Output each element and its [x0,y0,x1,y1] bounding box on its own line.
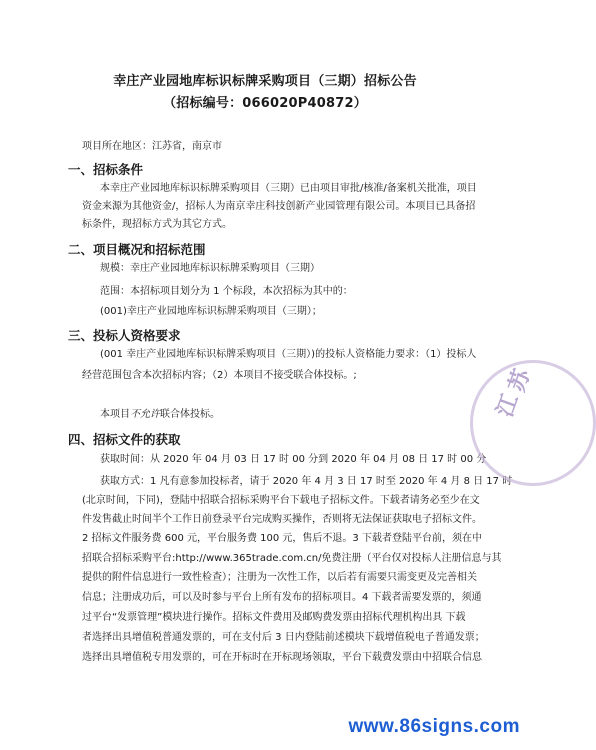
tender-code: （招标编号：066020P40872） [163,96,367,111]
section-1-line: 标条件，现招标方式为其它方式。 [82,219,232,230]
section-4-line: 过平台“发票管理”模块进行操作。招标文件费用及邮购费发票由招标代理机构出具 下载 [82,612,466,623]
note-prefix: 本项目 [100,409,130,420]
section-4-line: (北京时间，下同)，登陆中招联合招标采购平台下载电子招标文件。下载者请务必至少在文 [82,495,480,506]
seal-char: 苏 [504,366,536,396]
section-2-line: 范围：本招标项目划分为 1 个标段，本次招标为其中的： [100,286,353,297]
project-location: 项目所在地区：江苏省，南京市 [82,141,222,152]
joint-bid-note [100,408,220,422]
section-4-line: 2 招标文件服务费 600 元，平台服务费 100 元，售后不退。3 下载者登陆平台前，须在中 [82,533,482,544]
note-suffix: 联合体投标。 [160,409,220,420]
section-1-line: 本幸庄产业园地库标识标牌采购项目（三期）已由项目审批/核准/备案机关批准，项目 [100,183,477,194]
section-3-heading: 三、投标人资格要求 [68,328,181,343]
section-2-line: 规模：幸庄产业园地库标识标牌采购项目（三期） [100,263,320,274]
site-watermark: www.86signs.com [348,716,520,737]
page-title: 幸庄产业园地库标识标牌采购项目（三期）招标公告 [113,74,417,89]
section-1-line: 资金来源为其他资金/，招标人为南京幸庄科技创新产业园管理有限公司。本项目已具备招 [82,201,476,212]
seal-char: 江 [492,391,524,421]
section-3-line: (001 幸庄产业园地库标识标牌采购项目（三期）)的投标人资格能力要求：（1）投标人 [100,349,477,360]
section-2-line: (001)幸庄产业园地库标识标牌采购项目（三期）； [100,306,322,317]
section-2-heading: 二、项目概况和招标范围 [68,242,206,257]
section-4-line: 件发售截止时间半个工作日前登录平台完成购买操作，否则将无法保证获取电子招标文件。 [82,514,482,525]
section-4-line: 者选择出具增值税普通发票的，可在支付后 3 日内登陆前述模块下载增值税电子普通发票； [82,632,485,643]
section-4-line: 选择出具增值税专用发票的，可在开标时在开标现场领取，平台下载费发票由中招联合信息 [82,652,482,663]
section-4-line: 获取方式：1 凡有意参加投标者，请于 2020 年 4 月 3 日 17 时至 2020 年 4 月 8 日 17 时 [100,476,513,487]
section-4-line: 信息；注册成功后，可以及时参与平台上所有发布的招标项目。4 下载者需要发票的，须通 [82,592,482,603]
section-4-line: 招联合招标采购平台:http://www.365trade.com.cn/免费注册（平台仅对投标人注册信息与其 [82,553,502,564]
section-4-line: 提供的附件信息进行一致性检查）；注册为一次性工作，以后若有需要只需变更及完善相关 [82,572,477,583]
section-4-line: 获取时间：从 2020 年 04 月 03 日 17 时 00 分到 2020 年 04 月 08 日 17 时 00 分 [100,454,487,465]
note-italic: 不允许 [130,409,160,420]
section-1-heading: 一、招标条件 [68,162,144,177]
section-3-line: 经营范围包含本次招标内容；（2）本项目不接受联合体投标。; [82,370,357,381]
section-4-heading: 四、招标文件的获取 [68,432,181,447]
